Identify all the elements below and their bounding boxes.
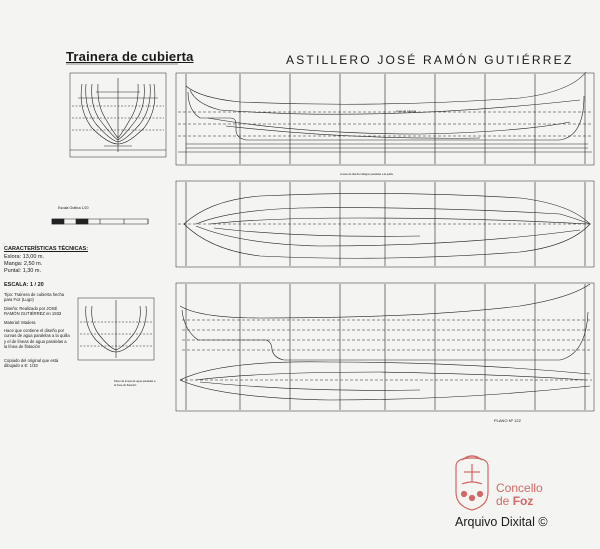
plan-number: PLANO Nº 122 <box>494 418 521 423</box>
profile-view <box>176 72 594 165</box>
concello-logo-text <box>496 482 543 508</box>
note-material: Material: Madera <box>4 320 36 325</box>
note-design: Diseño: Realizado por JOSÉ RAMÓN GUTIÉRREZ en 1933 <box>4 306 62 317</box>
note-copy: Copiado del original que está dibujado a E: 1/33 <box>4 358 59 369</box>
logo-line-2-bold: Foz <box>512 494 534 508</box>
spec-manga: Manga: 2,50 m. <box>4 261 43 267</box>
note-type: Tipo: Trainera de cubierta hecha para Foz (Lugo) <box>4 292 65 303</box>
shipyard-title: ASTILLERO JOSÉ RAMÓN GUTIÉRREZ <box>286 53 574 67</box>
logo-line-1: Concello <box>496 481 543 495</box>
scale-bar-label: Escala Gráfica 1/20 <box>58 206 89 210</box>
logo-line-2-prefix: de <box>496 494 513 508</box>
waterline-caption: Plano de líneas de agua paralelas a la línea de flotación <box>114 380 156 387</box>
spec-puntal: Puntal: 1,30 m. <box>4 268 41 274</box>
lower-profile-view <box>176 283 594 411</box>
spec-eslora: Eslora: 13,00 m. <box>4 254 45 260</box>
specs-heading: CARACTERÍSTICAS TÉCNICAS: <box>4 246 89 252</box>
section-lines-label: Líneas de diseño tráfagos paralelas a la quilla <box>340 173 393 176</box>
plan-title: Trainera de cubierta <box>66 49 194 64</box>
body-plan-bottom <box>78 298 154 360</box>
scale-label: ESCALA: 1 / 20 <box>4 282 44 288</box>
concello-de-foz-logo-emblem <box>456 456 488 510</box>
logo-line-2 <box>496 495 543 508</box>
scale-bar <box>52 219 148 224</box>
half-breadth-view <box>176 181 594 267</box>
note-fairing: Hace que contiene el diseño por curvas de agua paralelas a la quilla y el de líneas de agua paralelas a la línea de flotación <box>4 328 70 350</box>
archive-label: Arquivo Dixital © <box>455 515 548 529</box>
deck-line-label: Línea de cubierta <box>396 110 417 113</box>
body-plan-top <box>70 73 166 157</box>
